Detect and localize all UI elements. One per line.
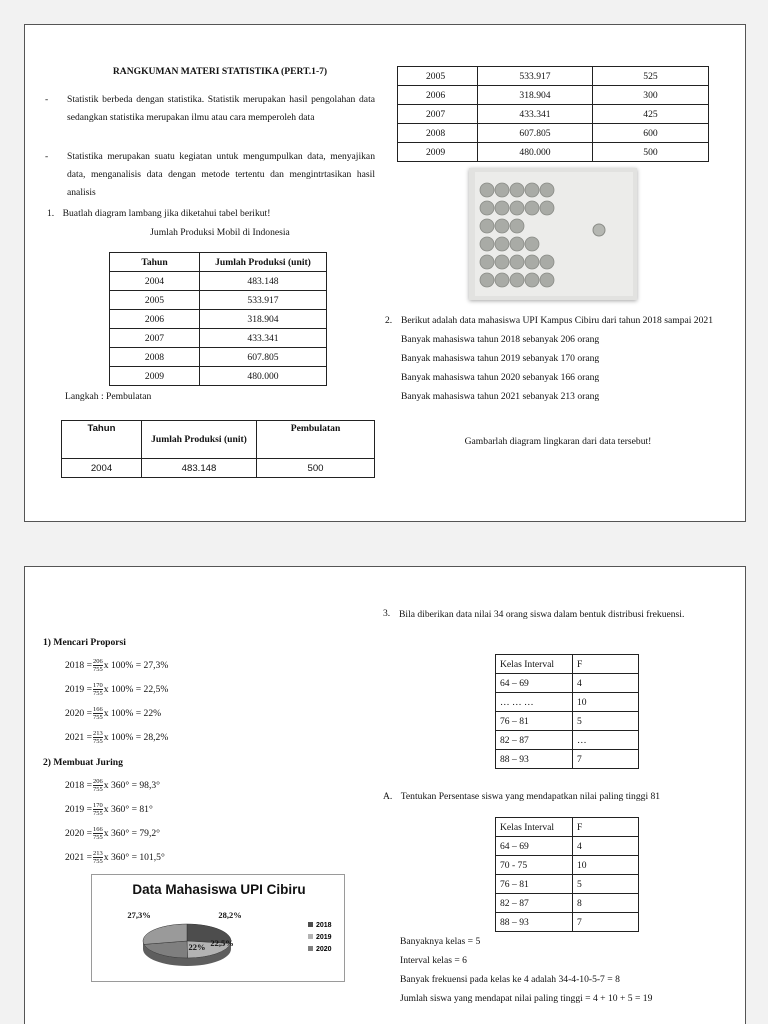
formula-line bbox=[65, 846, 165, 870]
question-2-intro: Berikut adalah data mahasiswa UPI Kampus Cibiru dari tahun 2018 sampai 2021 bbox=[401, 315, 713, 326]
table-cell: 2006 bbox=[110, 310, 200, 329]
question-2-line-2018: Banyak mahasiswa tahun 2018 sebanyak 206 orang bbox=[401, 334, 600, 345]
formula-year: 2021 = bbox=[65, 732, 92, 743]
legend-label: 2020 bbox=[316, 946, 332, 953]
fraction-numerator: 166 bbox=[93, 706, 103, 714]
formula-result: x 360° = 98,3° bbox=[103, 780, 161, 791]
rounding-table-part-1 bbox=[61, 420, 375, 478]
fraction-denominator: 755 bbox=[93, 786, 103, 794]
column-header-jumlah: Jumlah Produksi (unit) bbox=[142, 421, 257, 459]
legend-swatch bbox=[308, 946, 313, 951]
bullet-item-1: - Statistik berbeda dengan statistika. Statistik merupakan hasil pengolahan data sedangkan statistika merupakan ilmu atau cara memperoleh data bbox=[45, 91, 375, 127]
pictogram-coin bbox=[525, 237, 539, 251]
frequency-table-question bbox=[495, 654, 639, 769]
pictogram-coin bbox=[510, 201, 524, 215]
table-cell: 533.917 bbox=[200, 291, 327, 310]
pictogram-coin bbox=[510, 183, 524, 197]
pictogram-drawing bbox=[469, 168, 637, 300]
table-header-row bbox=[62, 421, 375, 459]
table-cell: 500 bbox=[593, 143, 709, 162]
chart-title: Data Mahasiswa UPI Cibiru bbox=[132, 882, 306, 897]
table-row bbox=[398, 67, 709, 86]
bullet-item-2: - Statistika merupakan suatu kegiatan untuk mengumpulkan data, menyajikan data, menganalisis data dengan metode tertentu dan mengintrtasikan hasil analisis bbox=[45, 148, 375, 202]
pie-slice bbox=[143, 924, 187, 944]
table-cell: 5 bbox=[573, 875, 639, 894]
section-juring-title: 2) Membuat Juring bbox=[43, 757, 123, 768]
fraction-numerator: 170 bbox=[93, 802, 103, 810]
fraction-denominator: 755 bbox=[93, 834, 103, 842]
answer-line-1: Banyaknya kelas = 5 bbox=[400, 936, 481, 947]
table-cell: 2007 bbox=[398, 105, 478, 124]
pictogram-coin bbox=[510, 219, 524, 233]
formula-line bbox=[65, 678, 168, 702]
bullet-text-2: Statistika merupakan suatu kegiatan untuk mengumpulkan data, menyajikan data, menganalisis data dengan metode tertentu dan mengintrtasikan hasil analisis bbox=[67, 151, 375, 198]
pie-data-label: 22% bbox=[188, 942, 206, 952]
question-a-text: Tentukan Persentase siswa yang mendapatkan nilai paling tinggi 81 bbox=[400, 791, 661, 802]
formula-result: x 360° = 79,2° bbox=[103, 828, 161, 839]
pictogram-coin bbox=[480, 255, 494, 269]
fraction-numerator: 206 bbox=[93, 658, 103, 666]
pictogram-coin bbox=[480, 219, 494, 233]
production-table-title: Jumlah Produksi Mobil di Indonesia bbox=[150, 227, 290, 238]
question-3 bbox=[383, 605, 713, 624]
pictogram-coin bbox=[480, 237, 494, 251]
pie-data-label: 28,2% bbox=[218, 910, 242, 920]
table-cell: 4 bbox=[573, 837, 639, 856]
table-cell: 425 bbox=[593, 105, 709, 124]
pie-chart bbox=[91, 874, 345, 982]
table-cell: 483.148 bbox=[200, 272, 327, 291]
formula-year: 2019 = bbox=[65, 804, 92, 815]
table-cell: 318.904 bbox=[478, 86, 593, 105]
frequency-table-answer bbox=[495, 817, 639, 932]
table-cell: 2005 bbox=[398, 67, 478, 86]
table-cell: 2006 bbox=[398, 86, 478, 105]
langkah-label: Langkah : Pembulatan bbox=[65, 391, 152, 402]
question-2-line-2021: Banyak mahasiswa tahun 2021 sebanyak 213 orang bbox=[401, 391, 600, 402]
pictogram-coin bbox=[495, 219, 509, 233]
answer-line-4: Jumlah siswa yang mendapat nilai paling tinggi = 4 + 10 + 5 = 19 bbox=[400, 993, 653, 1004]
pictogram-coin bbox=[510, 237, 524, 251]
fraction bbox=[93, 730, 103, 745]
table-cell: 533.917 bbox=[478, 67, 593, 86]
frequency-table-answer-body bbox=[496, 837, 639, 932]
formula-line bbox=[65, 774, 165, 798]
production-table bbox=[109, 252, 327, 386]
table-cell: 2008 bbox=[110, 348, 200, 367]
question-a-label: A. bbox=[383, 791, 393, 802]
fraction bbox=[93, 682, 103, 697]
table-cell: 607.805 bbox=[200, 348, 327, 367]
question-2-line-2020: Banyak mahasiswa tahun 2020 sebanyak 166 orang bbox=[401, 372, 600, 383]
fraction-denominator: 755 bbox=[93, 714, 103, 722]
table-cell: 433.341 bbox=[478, 105, 593, 124]
fraction-numerator: 166 bbox=[93, 826, 103, 834]
proporsi-list bbox=[65, 654, 168, 750]
table-cell: 70 - 75 bbox=[496, 856, 573, 875]
table-row bbox=[496, 875, 639, 894]
column-header-f: F bbox=[573, 655, 639, 674]
table-cell: 10 bbox=[573, 693, 639, 712]
table-cell: 76 – 81 bbox=[496, 712, 573, 731]
table-row bbox=[496, 750, 639, 769]
formula-line bbox=[65, 822, 165, 846]
formula-result: x 100% = 22,5% bbox=[103, 684, 169, 695]
table-cell: 64 – 69 bbox=[496, 837, 573, 856]
document-title: RANGKUMAN MATERI STATISTIKA (PERT.1-7) bbox=[112, 66, 328, 77]
table-row bbox=[110, 310, 327, 329]
table-row bbox=[496, 693, 639, 712]
fraction bbox=[93, 658, 103, 673]
table-cell: 82 – 87 bbox=[496, 894, 573, 913]
table-cell: 10 bbox=[573, 856, 639, 875]
question-3-number: 3. bbox=[383, 608, 391, 619]
table-row bbox=[398, 86, 709, 105]
table-cell: 2009 bbox=[398, 143, 478, 162]
pictogram-coin bbox=[510, 273, 524, 287]
table-header-row bbox=[496, 818, 639, 837]
pictogram-coin bbox=[525, 273, 539, 287]
frequency-table-question-body bbox=[496, 674, 639, 769]
formula-line bbox=[65, 798, 165, 822]
question-2-instruction: Gambarlah diagram lingkaran dari data tersebut! bbox=[464, 436, 652, 447]
formula-year: 2020 = bbox=[65, 828, 92, 839]
section-proporsi-title: 1) Mencari Proporsi bbox=[43, 637, 126, 648]
rounding-table-body-2 bbox=[398, 67, 709, 162]
pictogram-coin bbox=[480, 183, 494, 197]
table-cell: 480.000 bbox=[200, 367, 327, 386]
table-cell: 525 bbox=[593, 67, 709, 86]
table-row bbox=[496, 856, 639, 875]
question-a bbox=[383, 788, 729, 806]
question-1-text: Buatlah diagram lambang jika diketahui tabel berikut! bbox=[62, 208, 271, 219]
column-header-tahun: Tahun bbox=[110, 253, 200, 272]
question-2-number: 2. bbox=[385, 315, 393, 326]
table-cell: 2007 bbox=[110, 329, 200, 348]
pictogram-coin bbox=[495, 273, 509, 287]
pictogram-coin bbox=[495, 183, 509, 197]
table-cell: 480.000 bbox=[478, 143, 593, 162]
pictogram-photo bbox=[469, 168, 637, 300]
pictogram-legend-coin bbox=[593, 224, 605, 236]
formula-result: x 360° = 81° bbox=[103, 804, 153, 815]
column-header-jumlah: Jumlah Produksi (unit) bbox=[200, 253, 327, 272]
table-row bbox=[496, 913, 639, 932]
table-cell: 300 bbox=[593, 86, 709, 105]
table-cell: 7 bbox=[573, 913, 639, 932]
fraction-denominator: 755 bbox=[93, 810, 103, 818]
fraction-denominator: 755 bbox=[93, 690, 103, 698]
fraction bbox=[93, 850, 103, 865]
table-cell: 2005 bbox=[110, 291, 200, 310]
fraction-numerator: 213 bbox=[93, 730, 103, 738]
fraction-denominator: 755 bbox=[93, 738, 103, 746]
pictogram-coin bbox=[495, 201, 509, 215]
table-row bbox=[398, 105, 709, 124]
question-2-line-2019: Banyak mahasiswa tahun 2019 sebanyak 170 orang bbox=[401, 353, 600, 364]
table-cell: 4 bbox=[573, 674, 639, 693]
table-row bbox=[496, 894, 639, 913]
table-row bbox=[398, 124, 709, 143]
table-cell: 607.805 bbox=[478, 124, 593, 143]
pictogram-coin bbox=[525, 255, 539, 269]
rounding-table-part-2 bbox=[397, 66, 709, 162]
document-page-2 bbox=[24, 566, 746, 1024]
column-header-tahun: Tahun bbox=[62, 421, 142, 459]
document-page-1 bbox=[24, 24, 746, 522]
table-cell: 500 bbox=[257, 459, 375, 478]
table-cell: 2008 bbox=[398, 124, 478, 143]
production-table-body bbox=[110, 272, 327, 386]
fraction-denominator: 755 bbox=[93, 858, 103, 866]
table-cell: 82 – 87 bbox=[496, 731, 573, 750]
column-header-pembulatan: Pembulatan bbox=[257, 421, 375, 459]
table-row bbox=[62, 459, 375, 478]
table-row bbox=[496, 837, 639, 856]
table-cell: 600 bbox=[593, 124, 709, 143]
table-row bbox=[110, 291, 327, 310]
table-cell: 5 bbox=[573, 712, 639, 731]
table-cell: 88 – 93 bbox=[496, 750, 573, 769]
formula-year: 2019 = bbox=[65, 684, 92, 695]
answer-list bbox=[400, 933, 730, 1008]
table-cell: 88 – 93 bbox=[496, 913, 573, 932]
table-row bbox=[110, 348, 327, 367]
rounding-table-body-1 bbox=[62, 459, 375, 478]
table-cell: 2004 bbox=[62, 459, 142, 478]
formula-line bbox=[65, 726, 168, 750]
pictogram-coin bbox=[495, 237, 509, 251]
legend-label: 2018 bbox=[316, 922, 332, 929]
formula-line bbox=[65, 654, 168, 678]
legend-label: 2019 bbox=[316, 934, 332, 941]
table-row bbox=[496, 674, 639, 693]
question-2 bbox=[385, 312, 715, 406]
table-row bbox=[496, 731, 639, 750]
table-cell: 2004 bbox=[110, 272, 200, 291]
column-header-kelas: Kelas Interval bbox=[496, 655, 573, 674]
table-cell: 483.148 bbox=[142, 459, 257, 478]
formula-result: x 360° = 101,5° bbox=[103, 852, 165, 863]
fraction-denominator: 755 bbox=[93, 666, 103, 674]
pictogram-coin bbox=[540, 255, 554, 269]
table-row bbox=[496, 712, 639, 731]
fraction-numerator: 206 bbox=[93, 778, 103, 786]
fraction bbox=[93, 802, 103, 817]
fraction bbox=[93, 826, 103, 841]
fraction bbox=[93, 778, 103, 793]
pie-data-label: 22,5% bbox=[210, 938, 234, 948]
table-cell: … bbox=[573, 731, 639, 750]
question-1 bbox=[47, 205, 377, 223]
table-header-row bbox=[110, 253, 327, 272]
pie-chart-svg bbox=[92, 875, 346, 983]
answer-line-2: Interval kelas = 6 bbox=[400, 955, 467, 966]
formula-year: 2018 = bbox=[65, 660, 92, 671]
formula-line bbox=[65, 702, 168, 726]
table-cell: 76 – 81 bbox=[496, 875, 573, 894]
formula-year: 2018 = bbox=[65, 780, 92, 791]
pictogram-coin bbox=[540, 273, 554, 287]
fraction bbox=[93, 706, 103, 721]
table-cell: 64 – 69 bbox=[496, 674, 573, 693]
table-row bbox=[398, 143, 709, 162]
pictogram-coin bbox=[525, 183, 539, 197]
table-header-row bbox=[496, 655, 639, 674]
table-cell: 2009 bbox=[110, 367, 200, 386]
juring-list bbox=[65, 774, 165, 870]
table-cell: 433.341 bbox=[200, 329, 327, 348]
table-row bbox=[110, 367, 327, 386]
pictogram-coin bbox=[540, 183, 554, 197]
pictogram-coin bbox=[510, 255, 524, 269]
formula-result: x 100% = 27,3% bbox=[103, 660, 169, 671]
table-cell: 318.904 bbox=[200, 310, 327, 329]
formula-result: x 100% = 28,2% bbox=[103, 732, 169, 743]
column-header-kelas: Kelas Interval bbox=[496, 818, 573, 837]
table-cell: 7 bbox=[573, 750, 639, 769]
formula-result: x 100% = 22% bbox=[103, 708, 162, 719]
table-cell: 8 bbox=[573, 894, 639, 913]
table-row bbox=[110, 329, 327, 348]
pictogram-coin bbox=[525, 201, 539, 215]
pictogram-coin bbox=[495, 255, 509, 269]
formula-year: 2021 = bbox=[65, 852, 92, 863]
legend-swatch bbox=[308, 934, 313, 939]
pie-data-label: 27,3% bbox=[127, 910, 151, 920]
table-cell: … … … bbox=[496, 693, 573, 712]
pictogram-coin bbox=[480, 201, 494, 215]
fraction-numerator: 213 bbox=[93, 850, 103, 858]
pictogram-coin bbox=[540, 201, 554, 215]
column-header-f: F bbox=[573, 818, 639, 837]
pictogram-coin bbox=[480, 273, 494, 287]
question-3-text: Bila diberikan data nilai 34 orang siswa dalam bentuk distribusi frekuensi. bbox=[399, 609, 685, 620]
answer-line-3: Banyak frekuensi pada kelas ke 4 adalah 34-4-10-5-7 = 8 bbox=[400, 974, 620, 985]
legend-swatch bbox=[308, 922, 313, 927]
table-row bbox=[110, 272, 327, 291]
formula-year: 2020 = bbox=[65, 708, 92, 719]
question-1-number: 1. bbox=[47, 208, 55, 219]
bullet-text-1: Statistik berbeda dengan statistika. Statistik merupakan hasil pengolahan data sedangkan statistika merupakan ilmu atau cara memperoleh data bbox=[67, 94, 375, 123]
fraction-numerator: 170 bbox=[93, 682, 103, 690]
